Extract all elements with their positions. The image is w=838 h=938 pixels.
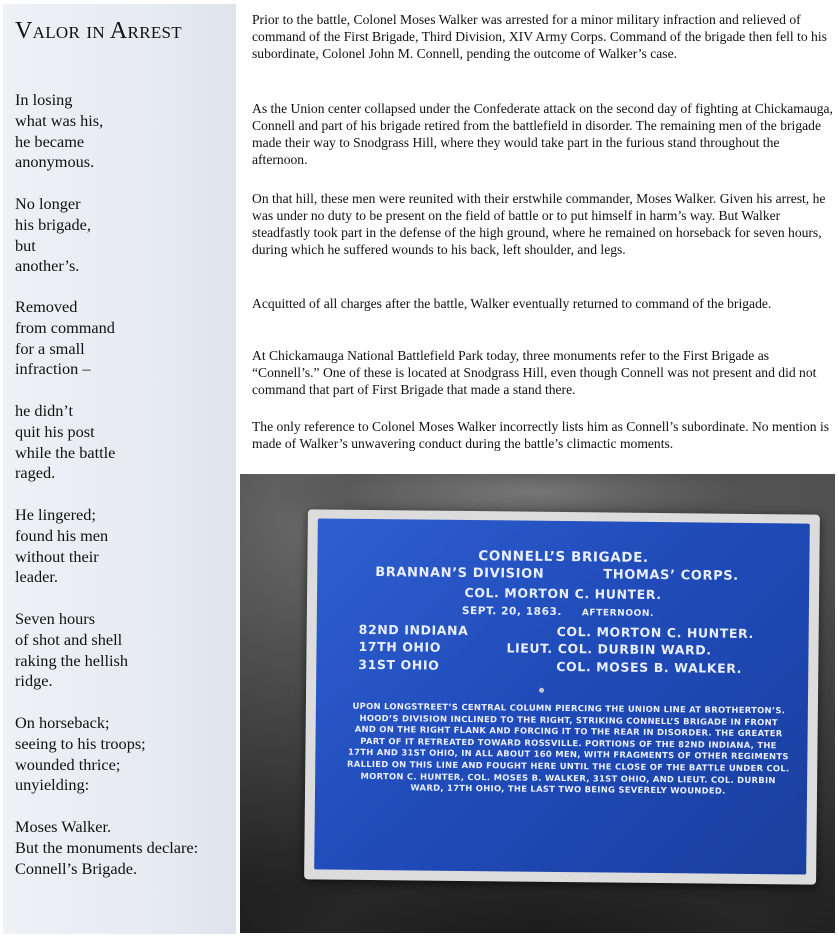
poem-line: But the monuments declare: bbox=[15, 837, 199, 857]
poem-line: unyielding: bbox=[15, 775, 90, 795]
plaque-date: SEPT. 20, 1863. bbox=[461, 604, 563, 618]
plaque-inscription-line: HOOD’S DIVISION INCLINED TO THE RIGHT, STRIKING CONNELL’S BRIGADE IN FRONT bbox=[359, 712, 779, 727]
poem-line: He lingered; bbox=[15, 505, 96, 524]
poem-line: raking the hellish bbox=[15, 650, 129, 670]
plaque-face bbox=[314, 518, 810, 874]
poem-line: ridge. bbox=[15, 671, 53, 691]
plaque-bolt bbox=[539, 688, 544, 693]
plaque-officer: LIEUT. COL. DURBIN WARD. bbox=[506, 640, 712, 658]
poem-line: quit his post bbox=[15, 421, 95, 441]
poem-line: seeing to his troops; bbox=[15, 733, 146, 753]
poem-line: anonymous. bbox=[15, 152, 95, 172]
poem-line: Removed bbox=[15, 297, 78, 316]
plaque-unit: 82ND INDIANA bbox=[358, 621, 469, 639]
plaque-time: AFTERNOON. bbox=[581, 608, 655, 619]
prose-paragraph: The only reference to Colonel Moses Walker incorrectly lists him as Connell’s subordinate. No mention is made of Walker’s unwavering conduct during the battle’s climactic moments. bbox=[252, 419, 830, 451]
poem-line: he became bbox=[15, 131, 85, 151]
poem-line: what was his, bbox=[15, 110, 104, 130]
poem-line: infraction – bbox=[15, 359, 91, 379]
prose-paragraph: Acquitted of all charges after the battle, Walker eventually returned to command of the brigade. bbox=[252, 296, 772, 311]
prose-paragraph: At Chickamauga National Battlefield Park today, three monuments refer to the First Brigade as “Connell’s.” One of these is located at Snodgrass Hill, even though Connell was not present and did not command that part of First Brigade that made a stand there. bbox=[252, 348, 817, 397]
plaque-title: CONNELL’S BRIGADE. bbox=[478, 548, 649, 566]
poem-stanza bbox=[15, 194, 91, 277]
plaque-inscription-line: WARD, 17TH OHIO, THE LAST TWO BEING SEVERELY WOUNDED. bbox=[410, 782, 726, 796]
prose-paragraph: On that hill, these men were reunited with their erstwhile commander, Moses Walker. Given his arrest, he was under no duty to be present on the field of battle or to put himself in harm’s way. But Walker steadfastly took part in the defense of the high ground, where he remained on horseback for seven hours, during which he suffered wounds to his back, left shoulder, and legs. bbox=[252, 191, 826, 257]
poem-stanza bbox=[15, 609, 128, 692]
poem-line: from command bbox=[15, 317, 115, 337]
poem-line: but bbox=[15, 235, 36, 255]
plaque-inscription-line: PART OF IT RETREATED TOWARD ROSSVILLE. PORTIONS OF THE 82ND INDIANA, THE bbox=[360, 735, 777, 751]
poem-line: without their bbox=[15, 546, 99, 566]
prose-paragraph: Prior to the battle, Colonel Moses Walker was arrested for a minor military infraction and relieved of command of the First Brigade, Third Division, XIV Army Corps. Command of the brigade then fell to his subordinate, Colonel John M. Connell, pending the outcome of Walker’s case. bbox=[252, 12, 827, 61]
poem-line: Seven hours bbox=[15, 609, 96, 628]
plaque-division: BRANNAN’S DIVISION bbox=[375, 565, 545, 582]
poem-line: In losing bbox=[15, 90, 73, 109]
poem-line: he didn’t bbox=[15, 401, 74, 420]
plaque-officer: COL. MOSES B. WALKER. bbox=[556, 658, 743, 676]
plaque-inscription-line: AND ON THE RIGHT FLANK AND FORCING IT TO THE REAR IN DISORDER. THE GREATER bbox=[354, 724, 783, 739]
poem-line: Connell’s Brigade. bbox=[15, 858, 138, 878]
poem-line: Moses Walker. bbox=[15, 817, 112, 836]
plaque-corps: THOMAS’ CORPS. bbox=[603, 567, 739, 584]
plaque-inscription-line: RALLIED ON THIS LINE AND FOUGHT HERE UNTIL THE CLOSE OF THE BATTLE UNDER COL. bbox=[347, 758, 790, 774]
monument-photo bbox=[240, 474, 835, 933]
plaque-unit: 17TH OHIO bbox=[358, 638, 442, 655]
monument-plaque bbox=[304, 509, 820, 884]
plaque-inscription-line: 17TH AND 31ST OHIO, IN ALL ABOUT 160 MEN, WITH FRAGMENTS OF OTHER REGIMENTS bbox=[347, 747, 789, 762]
poem-line: his brigade, bbox=[15, 214, 91, 234]
poem-line: another’s. bbox=[15, 256, 80, 276]
poem-stanza bbox=[15, 297, 115, 380]
poem-line: On horseback; bbox=[15, 713, 110, 732]
poem-line: leader. bbox=[15, 567, 58, 587]
poem-title: Valor in Arrest bbox=[15, 18, 182, 44]
plaque-inscription-line: UPON LONGSTREET’S CENTRAL COLUMN PIERCING THE UNION LINE AT BROTHERTON’S. bbox=[352, 700, 786, 716]
plaque-inscription bbox=[333, 701, 804, 799]
poem-line: found his men bbox=[15, 525, 109, 545]
plaque-inscription-line: MORTON C. HUNTER, COL. MOSES B. WALKER, 31ST OHIO, AND LIEUT. COL. DURBIN bbox=[360, 770, 776, 785]
poem-line: of shot and shell bbox=[15, 629, 123, 649]
plaque-officer: COL. MORTON C. HUNTER. bbox=[556, 623, 754, 642]
plaque-unit: 31ST OHIO bbox=[358, 656, 440, 673]
poem-line: for a small bbox=[15, 338, 85, 358]
plaque-commander: COL. MORTON C. HUNTER. bbox=[464, 584, 662, 603]
poem-stanza bbox=[15, 505, 108, 588]
poem-line: wounded thrice; bbox=[15, 754, 121, 774]
poem-stanza bbox=[15, 401, 115, 484]
poem-line: No longer bbox=[15, 194, 81, 213]
poem-line: raged. bbox=[15, 463, 56, 483]
poem-stanza bbox=[15, 713, 146, 796]
poem-stanza bbox=[15, 90, 103, 173]
poem-line: while the battle bbox=[15, 442, 116, 462]
poem-stanza bbox=[15, 817, 198, 879]
prose-paragraph: As the Union center collapsed under the Confederate attack on the second day of fighting at Chickamauga, Connell and part of his brigade retired from the battlefield in disorder. The remaining men of the brigade made their way to Snodgrass Hill, where they would take part in the furious stand throughout the afternoon. bbox=[252, 101, 833, 167]
